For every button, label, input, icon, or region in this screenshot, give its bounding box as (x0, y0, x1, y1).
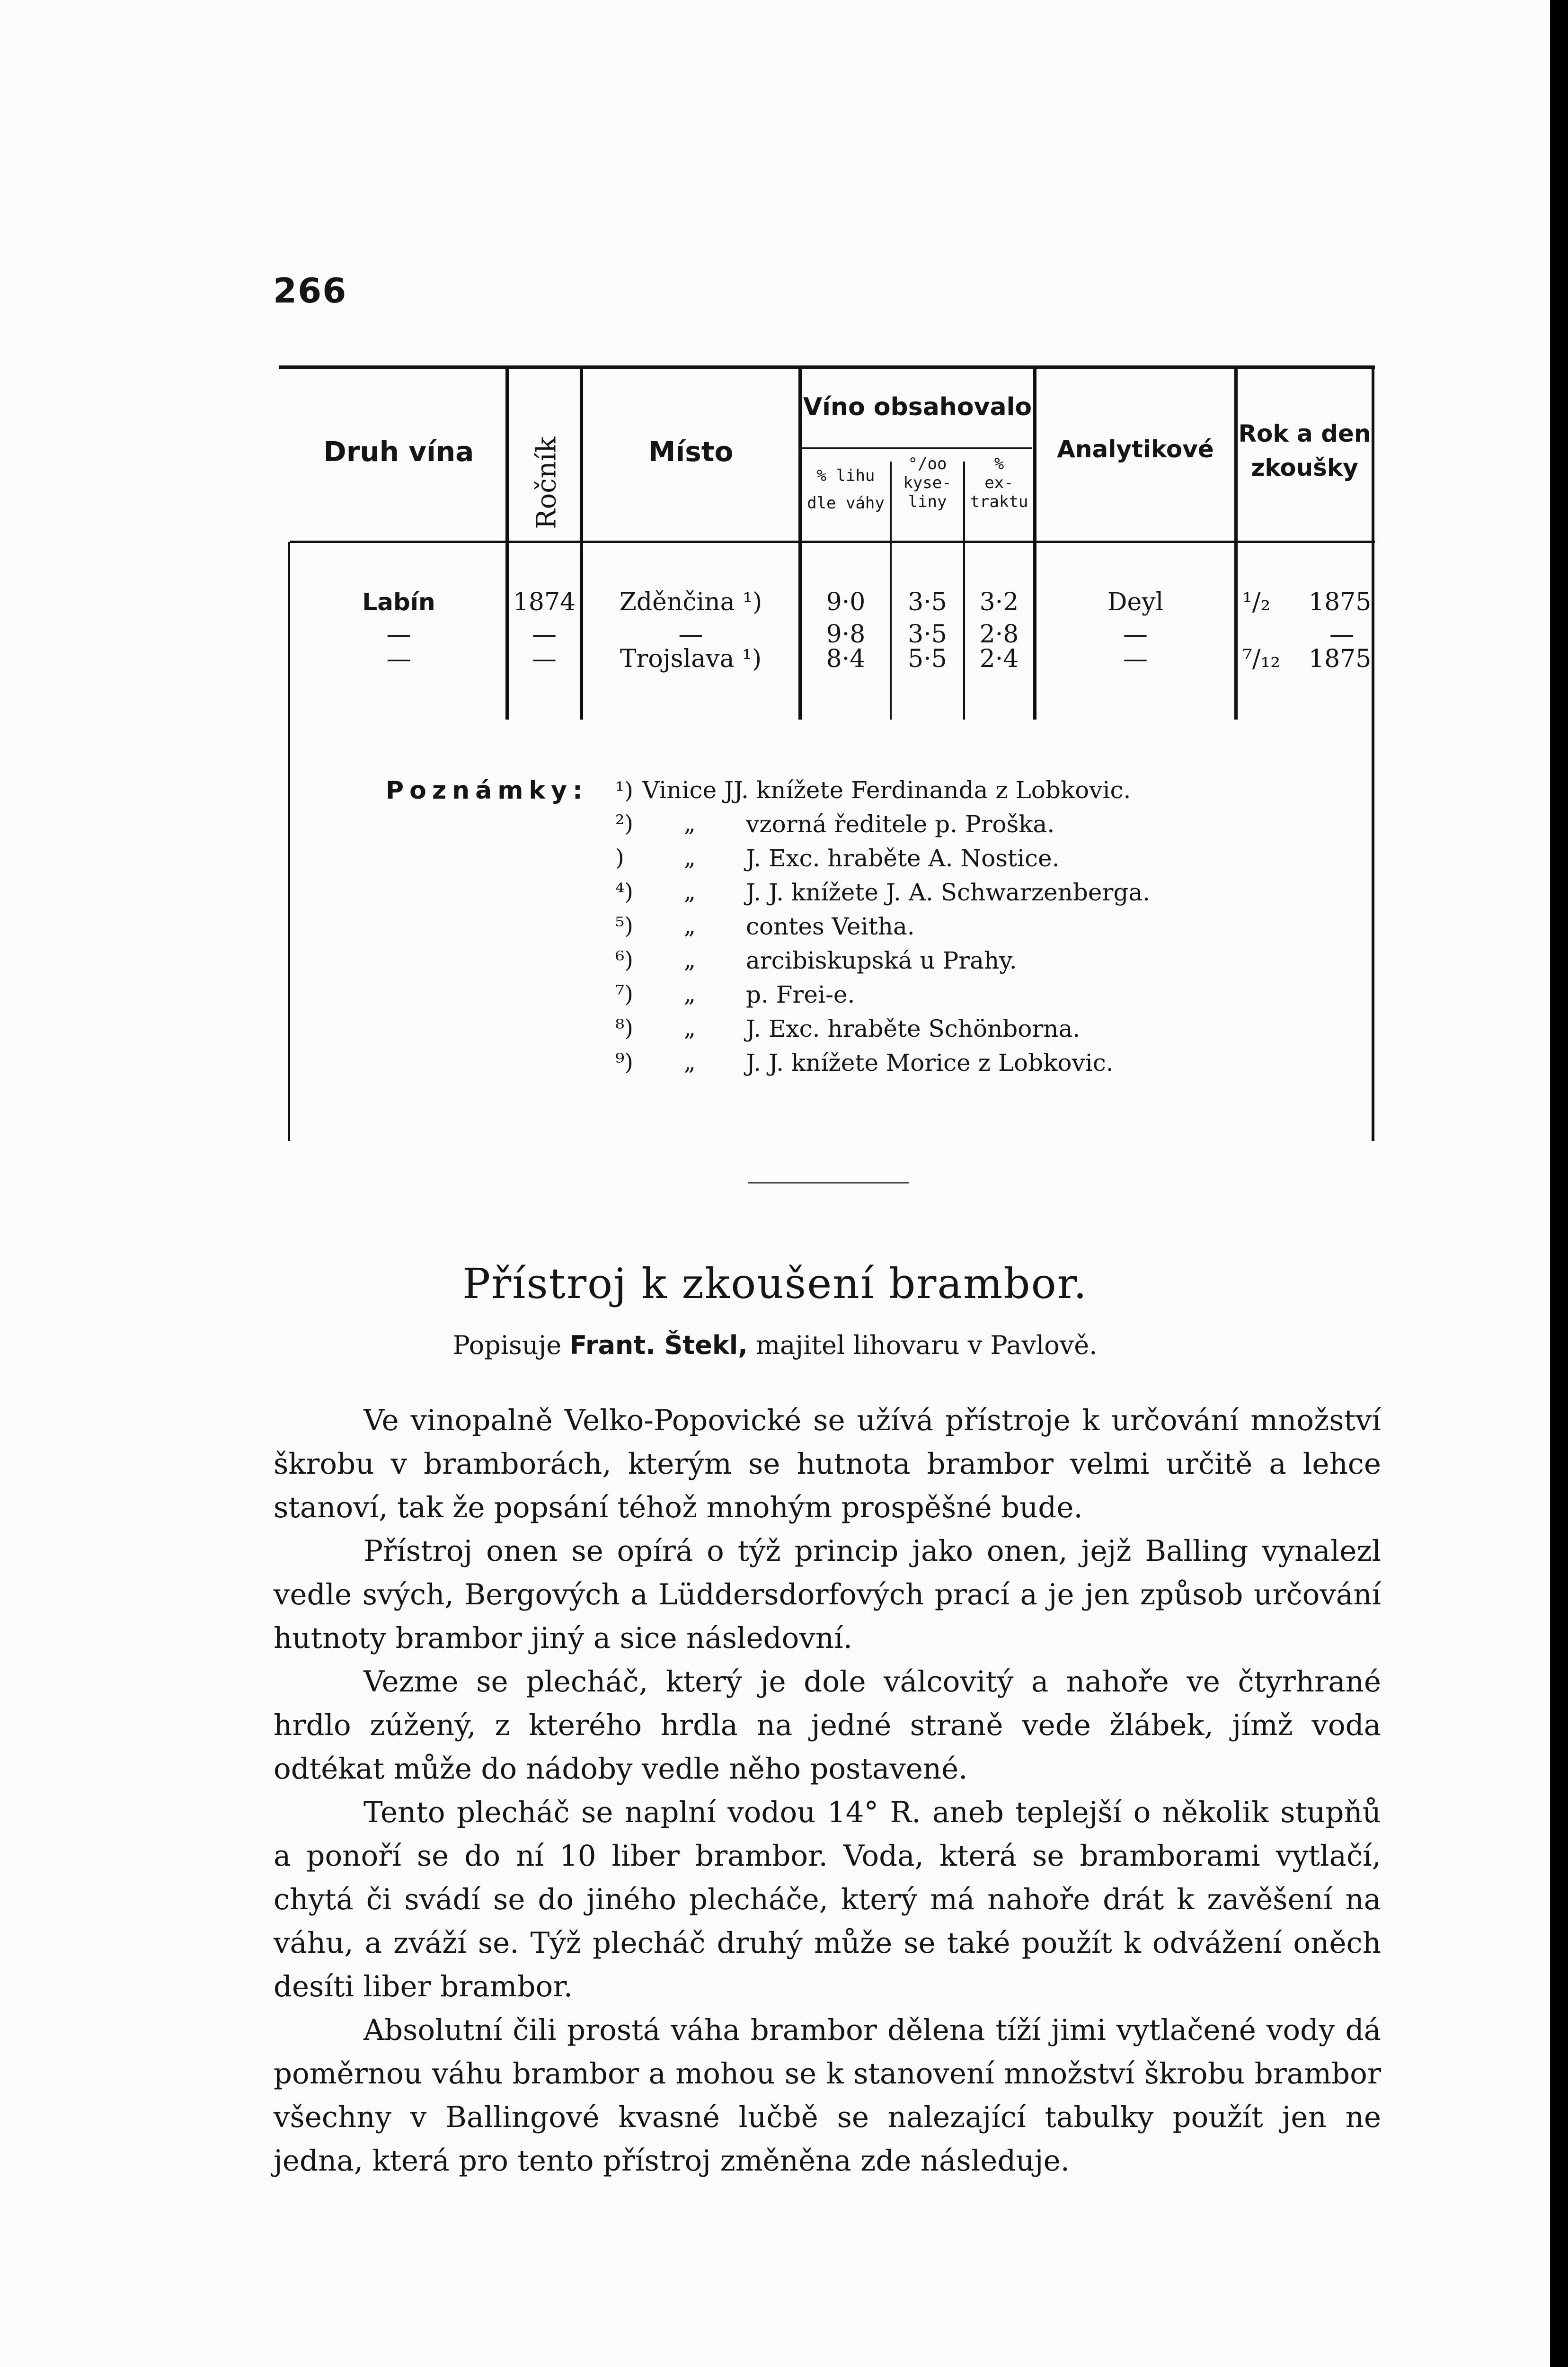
left-border (288, 542, 290, 1141)
cell-rocnik: 1874 (513, 588, 576, 616)
cell-kys: 3·5 (908, 588, 947, 616)
note-text: contes Veitha. (746, 913, 915, 940)
paragraph: Přístroj onen se opírá o týž princip jako onen, jejž Balling vynalezl vedle svých, Bergových a Lüddersdorfových prací a je jen způsob určování hutnoty brambor jiný a sice následovní. (274, 1534, 1381, 1655)
cell-rok: 1875 (1309, 588, 1372, 616)
paragraph: Vezme se plecháč, který je dole válcovitý a nahoře ve čtyrhrané hrdlo zúžený, z kterého hrdla na jedné straně vede žlábek, jímž voda odtékat může do nádoby vedle něho postavené. (274, 1665, 1381, 1786)
header-rok-1: Rok a den (1238, 420, 1371, 447)
header-rok-2: zkoušky (1251, 454, 1358, 481)
header-rok (1238, 417, 1372, 485)
cell-druh: — (386, 645, 411, 673)
note-number: ¹) (615, 777, 633, 804)
note-number: ⁶) (615, 947, 633, 973)
header-ext-3: traktu (970, 492, 1028, 511)
cell-rok: — (1329, 620, 1354, 649)
note-text: p. Frei-e. (746, 981, 855, 1008)
note-text: J. J. knížete Morice z Lobkovic. (746, 1049, 1114, 1077)
article-body (274, 1399, 1381, 2183)
cell-misto: — (678, 620, 703, 649)
note-number: ⁵) (615, 913, 633, 939)
header-kys-3: liny (908, 492, 947, 511)
cell-lih: 9·8 (826, 620, 866, 649)
cell-analytik: — (1123, 645, 1148, 673)
paragraph: Tento plecháč se naplní vodou 14° R. aneb teplejší o několik stupňů a ponoří se do ní 10 liber brambor. Voda, která se bramborami vytlačí, chytá či svádí se do jiného plecháče, který má nahoře drát k zavěšení na váhu, a zváží se. Týž plecháč druhý může se také použít k odvážení oněch desíti liber brambor. (274, 1796, 1381, 2003)
note-ditto: „ (684, 845, 696, 871)
header-rocnik: Ročník (531, 436, 562, 529)
vino-sub-rule (800, 447, 1032, 449)
header-kys-2: kyse- (903, 473, 952, 492)
note-item (615, 776, 1131, 804)
cell-rok: 1875 (1309, 645, 1372, 673)
cell-kys: 5·5 (908, 645, 947, 673)
note-number: ) (615, 845, 624, 871)
note-ditto: „ (684, 981, 696, 1007)
header-lih-2: dle váhy (807, 494, 885, 513)
cell-ext: 3·2 (979, 588, 1019, 616)
table-row (293, 586, 1373, 619)
header-kys-1: °/oo (908, 454, 947, 473)
paragraph: Ve vinopalně Velko-Popovické se užívá přístroje k určování množství škrobu v bramborách, kterým se hutnota brambor velmi určitě a lehce stanoví, tak že popsání téhož mnohým prospěšné bude. (274, 1404, 1381, 1524)
right-border (1372, 367, 1374, 1141)
note-ditto: „ (684, 1049, 696, 1076)
header-ext-2: ex- (984, 473, 1014, 492)
note-ditto: „ (684, 913, 696, 939)
table-header-rule (290, 541, 1375, 543)
cell-rocnik: — (532, 645, 557, 673)
header-kyseliny (892, 454, 963, 511)
table-row (293, 642, 1373, 676)
note-text: J. Exc. hraběte A. Nostice. (746, 845, 1060, 872)
notes-label: Poznámky: (386, 776, 588, 805)
note-number: ⁹) (615, 1049, 633, 1076)
cell-druh: — (386, 620, 411, 649)
note-ditto: „ (684, 1015, 696, 1041)
header-druh: Druh vína (323, 436, 474, 468)
table-top-rule (279, 365, 1375, 369)
page-number: 266 (273, 271, 347, 311)
cell-analytik: Deyl (1107, 588, 1164, 616)
cell-den: ⁷/₁₂ (1242, 645, 1281, 673)
note-ditto: „ (684, 810, 696, 837)
note-text: J. Exc. hraběte Schönborna. (746, 1015, 1081, 1042)
cell-ext: 2·8 (979, 620, 1019, 649)
cell-ext: 2·4 (979, 645, 1019, 673)
cell-misto: Trojslava ¹) (620, 645, 762, 673)
note-number: ²) (615, 810, 633, 837)
article-byline (0, 1330, 1550, 1360)
cell-lih: 8·4 (826, 645, 866, 673)
header-misto: Místo (648, 436, 734, 468)
header-analytikove: Analytikové (1057, 436, 1214, 463)
note-ditto: „ (684, 947, 696, 973)
cell-kys: 3·5 (908, 620, 947, 649)
byline-post: majitel lihovaru v Pavlově. (755, 1330, 1098, 1360)
header-extrakt (965, 454, 1033, 511)
note-number: ⁸) (615, 1015, 633, 1041)
note-text: arcibiskupská u Prahy. (746, 947, 1017, 974)
note-number: ⁴) (615, 879, 633, 905)
note-text: Vinice JJ. knížete Ferdinanda z Lobkovic. (642, 776, 1131, 804)
cell-den: ¹/₂ (1242, 588, 1271, 616)
header-ext-1: % (994, 454, 1004, 473)
cell-druh: Labín (362, 588, 435, 616)
cell-analytik: — (1123, 620, 1148, 649)
header-lih-1: % lihu (816, 466, 875, 485)
header-rocnik-wrap (514, 426, 580, 540)
note-number: ⁷) (615, 981, 633, 1007)
cell-misto: Zděnčina ¹) (619, 588, 762, 616)
note-text: J. J. knížete J. A. Schwarzenberga. (746, 879, 1151, 906)
note-text: vzorná ředitele p. Proška. (746, 810, 1055, 838)
paragraph: Absolutní čili prostá váha brambor dělena tíží jimi vytlačené vody dá poměrnou váhu brambor a mohou se k stanovení množství škrobu brambor všechny v Ballingové kvasné lučbě se nalezající tabulky použít jen ne jedna, která pro tento přístroj změněna zde následuje. (274, 2013, 1381, 2178)
note-ditto: „ (684, 879, 696, 905)
header-vino: Víno obsahovalo (803, 393, 1032, 421)
section-divider (748, 1182, 909, 1184)
cell-rocnik: — (532, 620, 557, 649)
article-title: Přístroj k zkoušení brambor. (462, 1259, 1088, 1308)
byline-pre: Popisuje (452, 1330, 562, 1360)
header-lih (802, 466, 890, 513)
byline-author: Frant. Štekl, (569, 1330, 748, 1360)
cell-lih: 9·0 (826, 588, 866, 616)
